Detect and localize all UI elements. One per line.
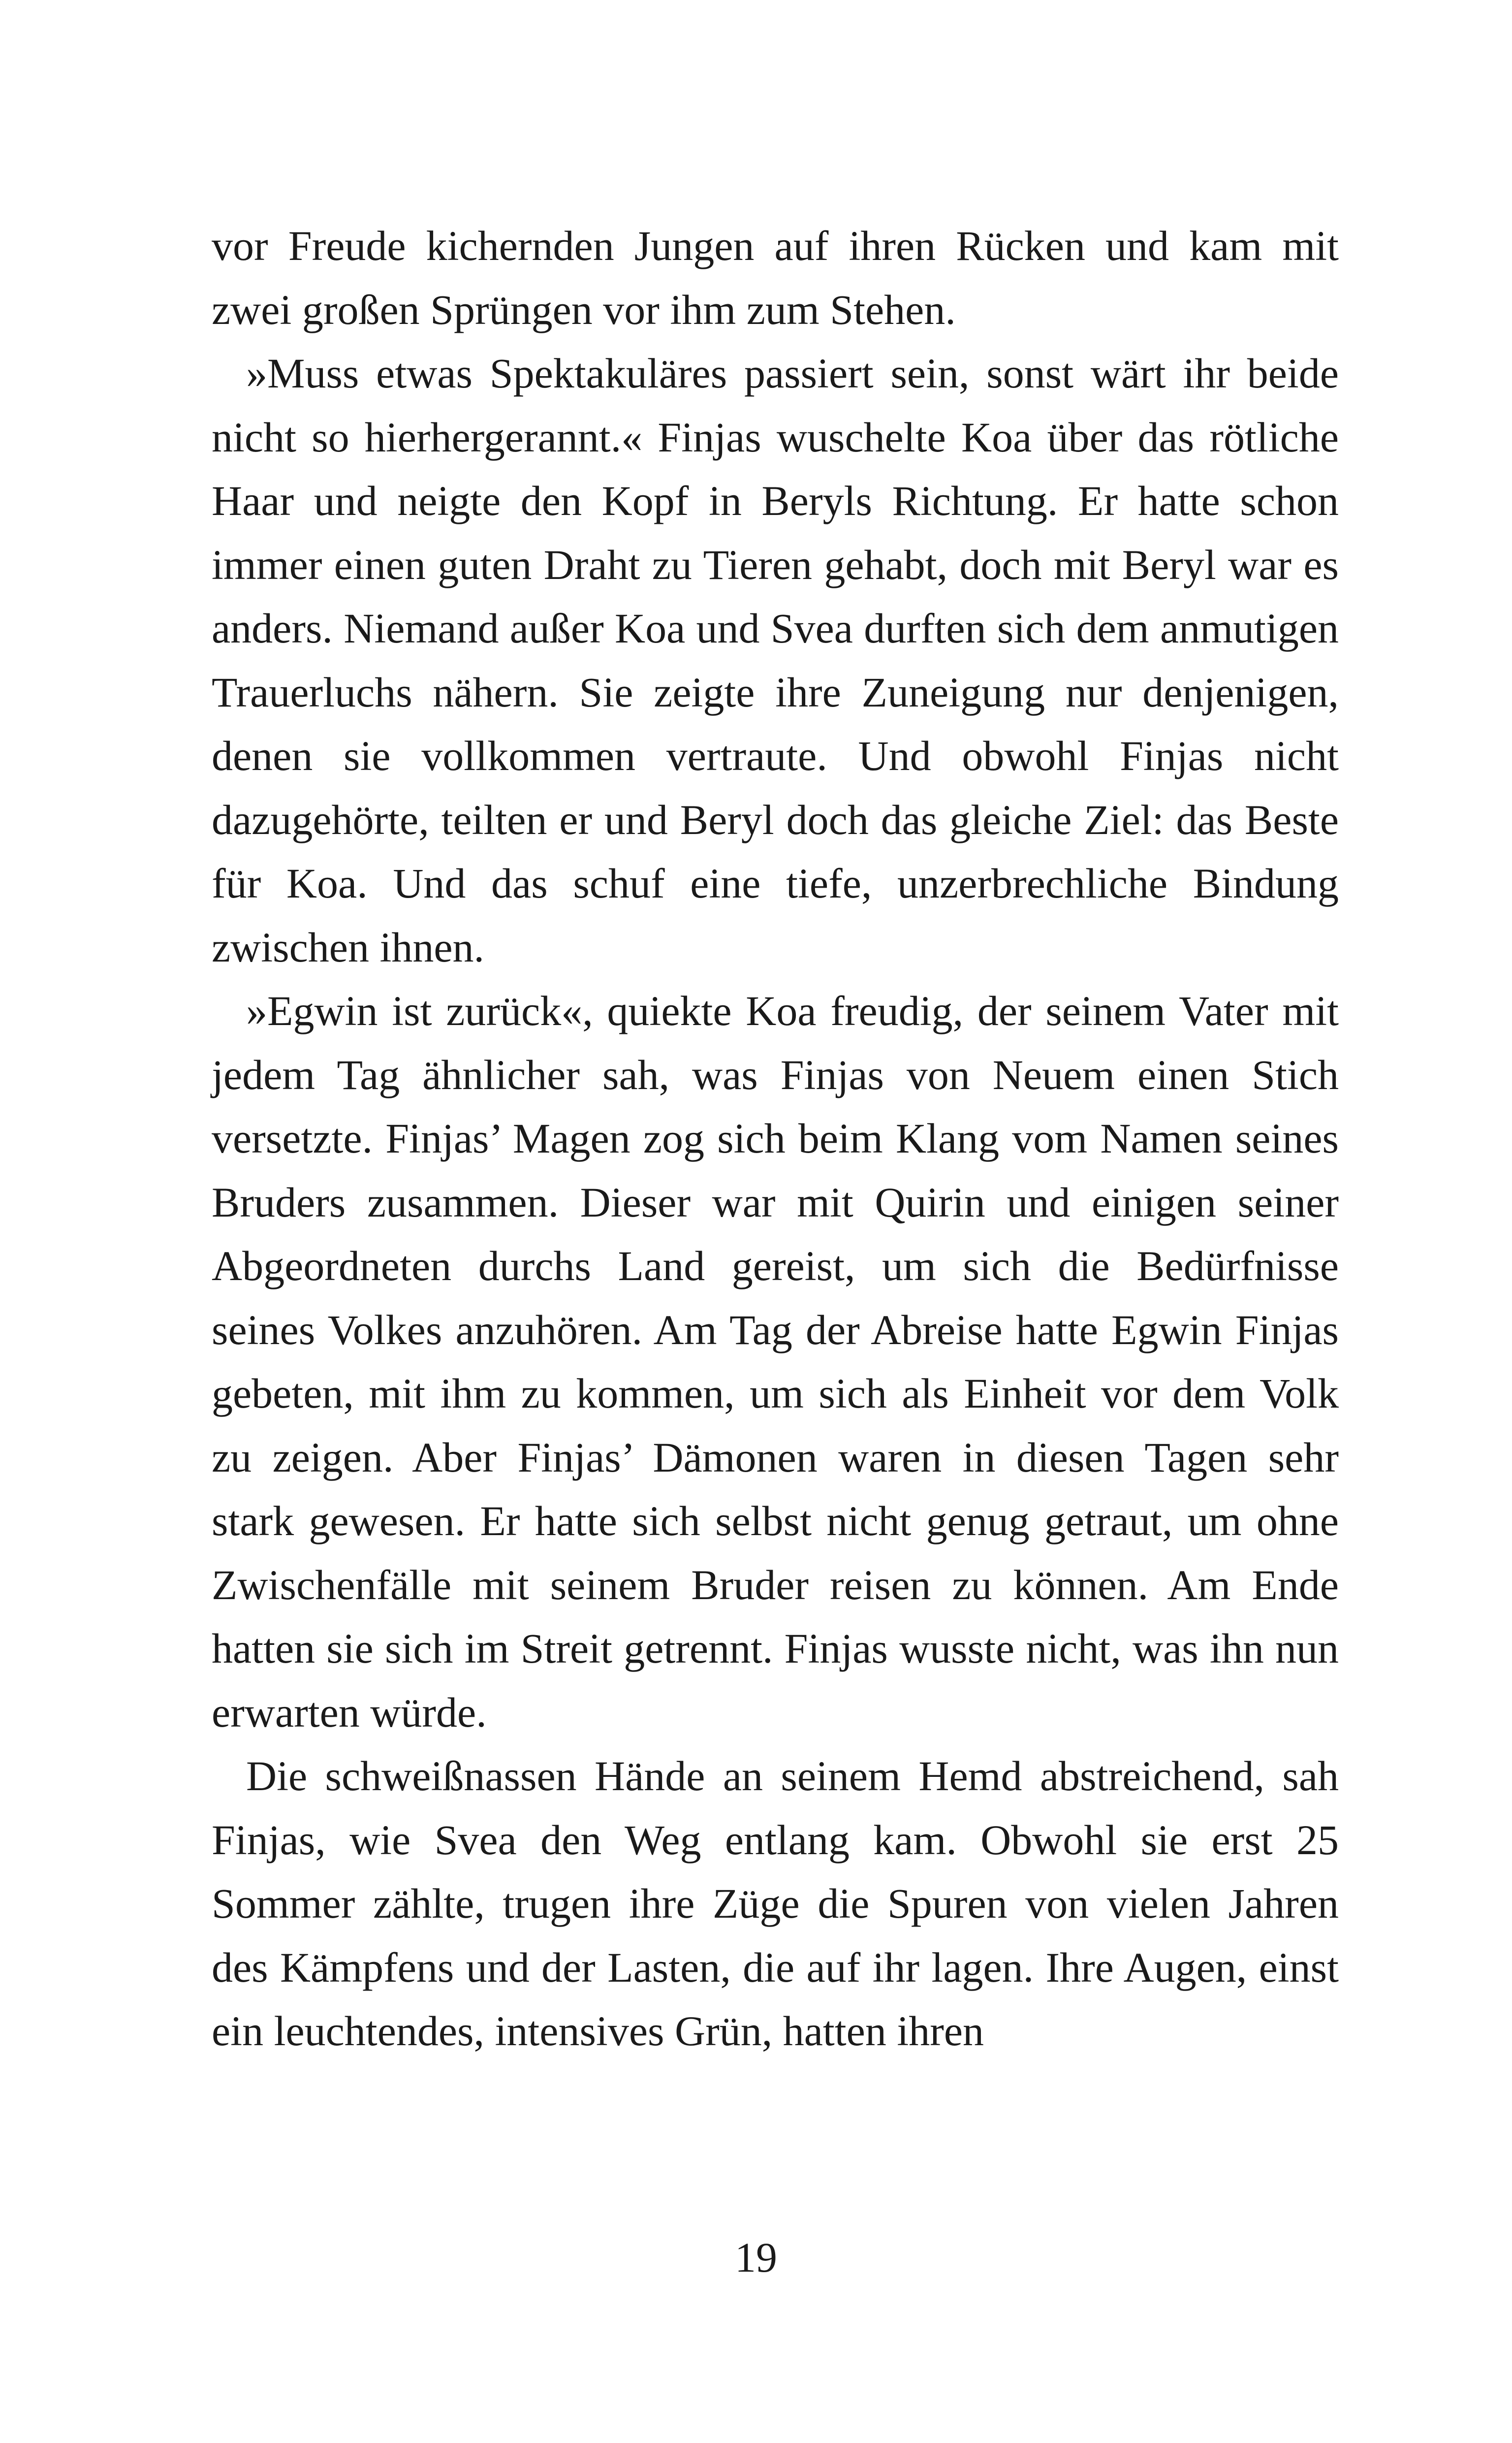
paragraph-1: vor Freude kichernden Jungen auf ihren Rücken und kam mit zwei großen Sprüngen vor ihm zum Stehen. [212,222,1339,333]
body-text [212,214,1339,2063]
paragraph-4: Die schweißnassen Hände an seinem Hemd abstreichend, sah Finjas, wie Svea den Weg entlang kam. Obwohl sie erst 25 Sommer zählte, trugen ihre Züge die Spuren von vielen Jahren des Kämpfens und der Lasten, die auf ihr lagen. Ihre Augen, einst ein leuchtendes, intensives Grün, hatten ihren [212,1752,1339,2055]
paragraph-3: »Egwin ist zurück«, quiekte Koa freudig, der seinem Vater mit jedem Tag ähnlicher sah, was Finjas von Neuem einen Stich versetzte. Finjas’ Magen zog sich beim Klang vom Namen seines Bruders zusammen. Dieser war mit Quirin und einigen seiner Abgeordneten durchs Land gereist, um sich die Bedürfnisse seines Volkes anzuhören. Am Tag der Abreise hatte Egwin Finjas gebeten, mit ihm zu kommen, um sich als Einheit vor dem Volk zu zeigen. Aber Finjas’ Dämonen waren in diesen Tagen sehr stark gewesen. Er hatte sich selbst nicht genug getraut, um ohne Zwischenfälle mit seinem Bruder reisen zu können. Am Ende hatten sie sich im Streit getrennt. Finjas wusste nicht, was ihn nun erwarten würde. [212,987,1339,1736]
paragraph-2: »Muss etwas Spektakuläres passiert sein, sonst wärt ihr beide nicht so hierhergerannt.« Finjas wuschelte Koa über das rötliche Haar und neigte den Kopf in Beryls Richtung. Er hatte schon immer einen guten Draht zu Tieren gehabt, doch mit Beryl war es anders. Niemand außer Koa und Svea durften sich dem anmutigen Trauerluchs nähern. Sie zeigte ihre Zuneigung nur denjenigen, denen sie vollkommen vertraute. Und obwohl Finjas nicht dazugehörte, teilten er und Beryl doch das gleiche Ziel: das Beste für Koa. Und das schuf eine tiefe, unzerbrechliche Bindung zwischen ihnen. [212,350,1339,971]
page-number: 19 [735,2234,777,2281]
